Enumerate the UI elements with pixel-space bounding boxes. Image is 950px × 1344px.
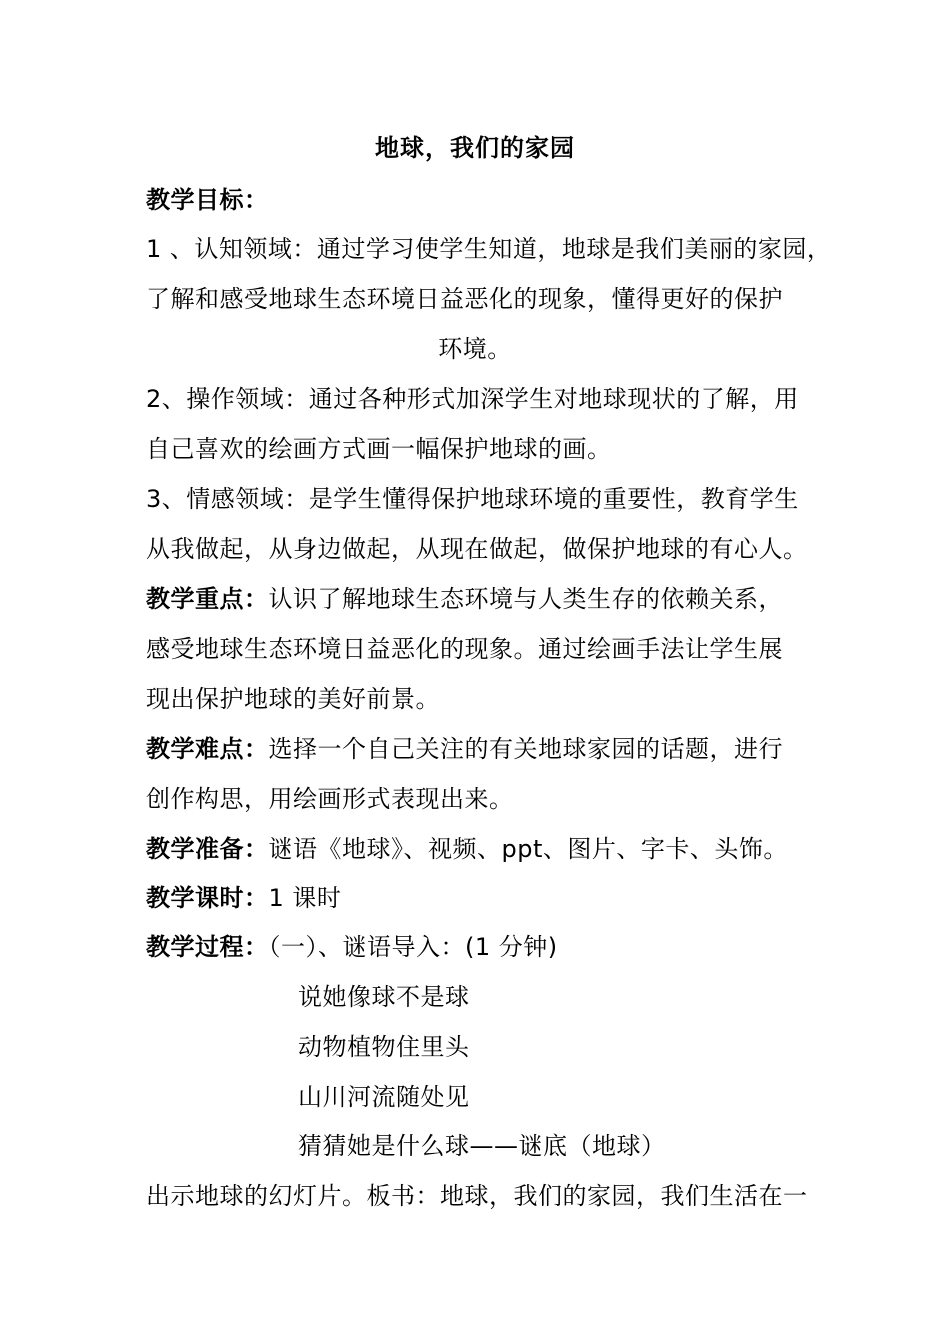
preparation-text: 谜语《地球》、视频、ppt、图片、字卡、头饰。 bbox=[268, 835, 788, 863]
objective-2-line-1: 2、操作领域：通过各种形式加深学生对地球现状的了解，用 bbox=[146, 385, 799, 413]
objectives-heading: 教学目标： bbox=[146, 186, 269, 214]
key-points-text: 认识了解地球生态环境与人类生存的依赖关系， bbox=[268, 585, 783, 613]
key-points-line-2: 感受地球生态环境日益恶化的现象。通过绘画手法让学生展 bbox=[146, 635, 783, 663]
riddle-line-4: 猜猜她是什么球——谜底（地球） bbox=[298, 1132, 666, 1160]
objective-1-line-3: 环境。 bbox=[438, 335, 512, 363]
riddle-line-3: 山川河流随处见 bbox=[298, 1083, 470, 1111]
objective-1-line-1: 1 、认知领域：通过学习使学生知道，地球是我们美丽的家园， bbox=[146, 235, 832, 263]
riddle-line-2: 动物植物住里头 bbox=[298, 1033, 470, 1061]
process-text: （一）、谜语导入：(1 分钟) bbox=[268, 933, 558, 961]
process-label: 教学过程： bbox=[146, 933, 269, 961]
riddle-line-1: 说她像球不是球 bbox=[298, 983, 470, 1011]
difficulty-text: 选择一个自己关注的有关地球家园的话题，进行 bbox=[268, 735, 783, 763]
key-points-line-3: 现出保护地球的美好前景。 bbox=[146, 685, 440, 713]
objective-3-line-1: 3、情感领域：是学生懂得保护地球环境的重要性，教育学生 bbox=[146, 485, 799, 513]
process-line bbox=[146, 932, 558, 962]
document-title: 地球，我们的家园 bbox=[375, 134, 575, 162]
hours-line bbox=[146, 883, 341, 913]
difficulty-line-2: 创作构思，用绘画形式表现出来。 bbox=[146, 785, 514, 813]
objective-1-line-2: 了解和感受地球生态环境日益恶化的现象，懂得更好的保护 bbox=[146, 285, 783, 313]
hours-text: 1 课时 bbox=[268, 884, 342, 912]
key-points-line-1 bbox=[146, 584, 783, 614]
key-points-label: 教学重点： bbox=[146, 585, 269, 613]
objective-2-line-2: 自己喜欢的绘画方式画一幅保护地球的画。 bbox=[146, 435, 612, 463]
difficulty-label: 教学难点： bbox=[146, 735, 269, 763]
closing-line: 出示地球的幻灯片。板书：地球，我们的家园，我们生活在一 bbox=[146, 1182, 808, 1210]
hours-label: 教学课时： bbox=[146, 884, 269, 912]
objective-3-line-2: 从我做起，从身边做起，从现在做起，做保护地球的有心人。 bbox=[146, 535, 808, 563]
preparation-line bbox=[146, 834, 788, 864]
preparation-label: 教学准备： bbox=[146, 835, 269, 863]
difficulty-line-1 bbox=[146, 734, 783, 764]
